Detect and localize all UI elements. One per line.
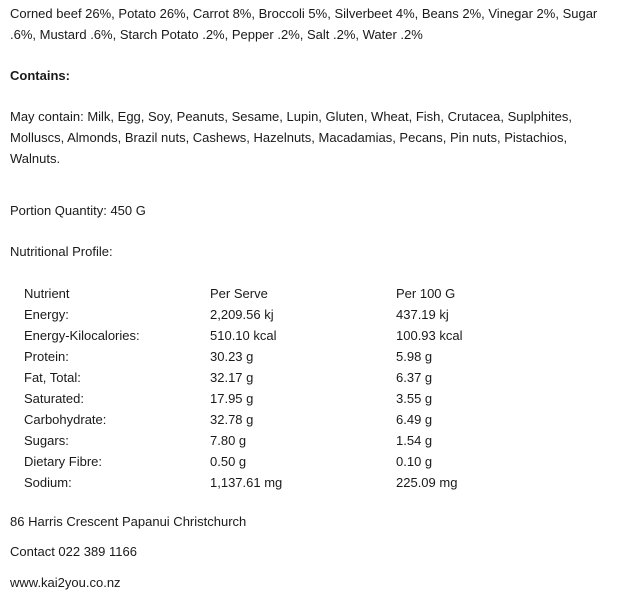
- per-serve-value: 30.23 g: [210, 349, 254, 364]
- nutrient-name: Sugars:: [24, 433, 69, 448]
- per-100g-value: 100.93 kcal: [396, 328, 463, 343]
- per-100g-value: 3.55 g: [396, 391, 433, 406]
- per-serve-value: 32.78 g: [210, 412, 254, 427]
- header-per-100g: Per 100 G: [396, 286, 456, 301]
- per-serve-value: 2,209.56 kj: [210, 307, 274, 322]
- table-row: [20, 472, 516, 493]
- header-nutrient: Nutrient: [24, 286, 70, 301]
- per-serve-value: 7.80 g: [210, 433, 247, 448]
- per-serve-value: 17.95 g: [210, 391, 254, 406]
- table-row: [20, 451, 516, 472]
- may-contain-line-2: Molluscs, Almonds, Brazil nuts, Cashews, Hazelnuts, Macadamias, Pecans, Pin nuts, Pistachios,: [10, 130, 568, 145]
- per-100g-value: 6.37 g: [396, 370, 433, 385]
- nutritional-profile-heading: Nutritional Profile:: [10, 244, 113, 259]
- nutrient-name: Protein:: [24, 349, 69, 364]
- table-row: [20, 430, 516, 451]
- table-row: [20, 304, 516, 325]
- ingredients-line-1: Corned beef 26%, Potato 26%, Carrot 8%, Broccoli 5%, Silverbeet 4%, Beans 2%, Vinegar 2%, Sugar: [10, 6, 598, 21]
- per-100g-value: 5.98 g: [396, 349, 433, 364]
- nutrient-name: Dietary Fibre:: [24, 454, 103, 469]
- portion-quantity: Portion Quantity: 450 G: [10, 203, 146, 218]
- nutrition-table: [20, 283, 516, 493]
- address: 86 Harris Crescent Papanui Christchurch: [10, 514, 247, 529]
- nutrient-name: Carbohydrate:: [24, 412, 107, 427]
- per-100g-value: 225.09 mg: [396, 475, 458, 490]
- website: www.kai2you.co.nz: [10, 575, 121, 590]
- table-row: [20, 325, 516, 346]
- may-contain-line-3: Walnuts.: [10, 151, 61, 166]
- contains-heading: Contains:: [10, 68, 70, 83]
- per-serve-value: 0.50 g: [210, 454, 247, 469]
- per-100g-value: 6.49 g: [396, 412, 433, 427]
- nutrient-name: Energy-Kilocalories:: [24, 328, 140, 343]
- table-row: [20, 346, 516, 367]
- table-row: [20, 388, 516, 409]
- ingredients-line-2: .6%, Mustard .6%, Starch Potato .2%, Pepper .2%, Salt .2%, Water .2%: [10, 27, 423, 42]
- per-100g-value: 0.10 g: [396, 454, 433, 469]
- nutrient-name: Energy:: [24, 307, 69, 322]
- per-serve-value: 510.10 kcal: [210, 328, 277, 343]
- per-100g-value: 437.19 kj: [396, 307, 449, 322]
- table-row: [20, 409, 516, 430]
- per-serve-value: 1,137.61 mg: [210, 475, 283, 490]
- nutrient-name: Saturated:: [24, 391, 84, 406]
- per-100g-value: 1.54 g: [396, 433, 433, 448]
- per-serve-value: 32.17 g: [210, 370, 254, 385]
- table-header-row: [20, 283, 516, 304]
- may-contain-line-1: May contain: Milk, Egg, Soy, Peanuts, Sesame, Lupin, Gluten, Wheat, Fish, Crutacea, Suplphites,: [10, 109, 572, 124]
- table-row: [20, 367, 516, 388]
- contact-phone: Contact 022 389 1166: [10, 544, 137, 559]
- nutrient-name: Sodium:: [24, 475, 72, 490]
- nutrient-name: Fat, Total:: [24, 370, 81, 385]
- header-per-serve: Per Serve: [210, 286, 268, 301]
